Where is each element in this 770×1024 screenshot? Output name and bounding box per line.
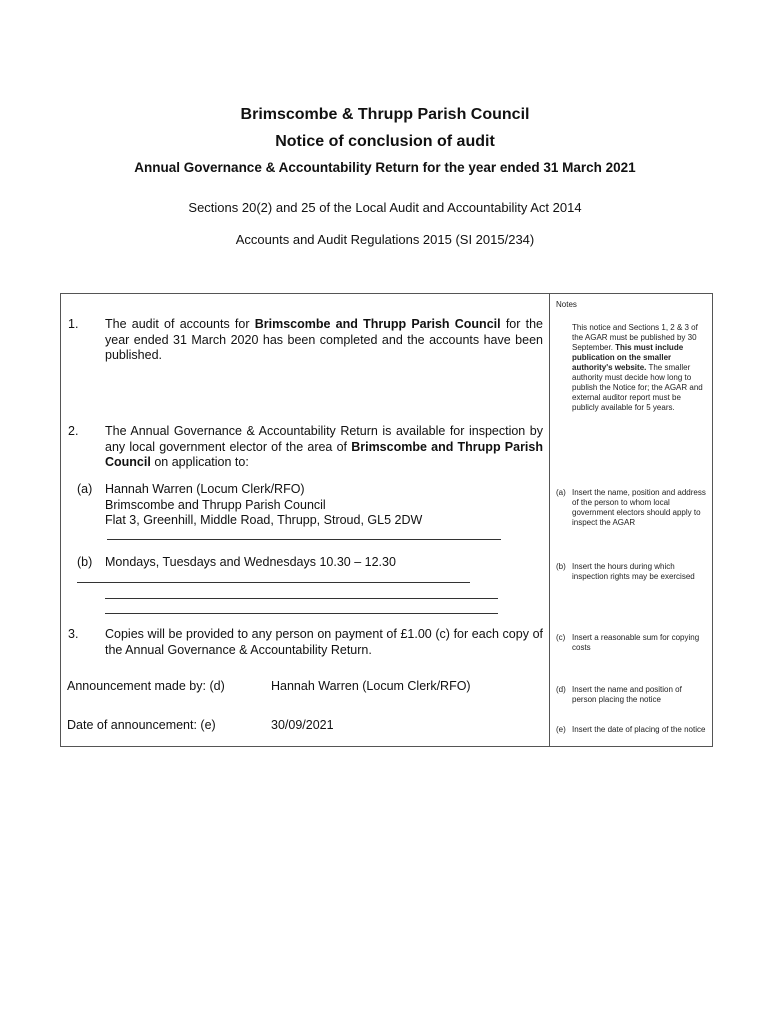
notice-subtitle: Annual Governance & Accountability Return for the year ended 31 March 2021: [134, 160, 636, 175]
act-reference: Sections 20(2) and 25 of the Local Audit and Accountability Act 2014: [188, 200, 582, 215]
section-1-pre: The audit of accounts for: [105, 317, 255, 331]
note-c-text: Insert a reasonable sum for copying costs: [572, 633, 700, 652]
column-divider: [549, 294, 550, 746]
section-3-text: Copies will be provided to any person on payment of £1.00 (c) for each copy of the Annual Governance & Accountability Return.: [105, 627, 543, 657]
section-3-number: 3.: [68, 627, 79, 641]
section-2-number: 2.: [68, 424, 79, 438]
item-b-label: (b): [77, 555, 93, 569]
regulations-reference: Accounts and Audit Regulations 2015 (SI 2015/234): [235, 232, 535, 247]
notes-intro-post: The smaller authority must decide how long to publish the Notice for; the AGAR and external auditor report must be publicly available for 5 years.: [572, 363, 703, 412]
item-a-line-1: Hannah Warren (Locum Clerk/RFO): [105, 482, 305, 496]
section-1-council: Brimscombe and Thrupp Parish Council: [254, 317, 501, 331]
note-c-label: (c): [556, 633, 566, 642]
note-b-text: Insert the hours during which inspection rights may be exercised: [572, 562, 695, 581]
note-e-text: Insert the date of placing of the notice: [572, 725, 706, 734]
item-b-hours: Mondays, Tuesdays and Wednesdays 10.30 – 12.30: [105, 555, 396, 569]
notes-intro: [572, 323, 708, 413]
date-value: 30/09/2021: [271, 718, 334, 732]
section-1-post: for the year ended 31 March 2020 has been completed and the accounts have been published.: [105, 317, 543, 362]
notes-heading: Notes: [556, 300, 577, 309]
notice-title: Notice of conclusion of audit: [275, 133, 495, 150]
note-d-label: (d): [556, 685, 566, 694]
notes-intro-pre: This notice and Sections 1, 2 & 3 of the AGAR must be published by 30 September.: [572, 323, 698, 352]
item-b-blank-line-2: [105, 598, 498, 599]
announcement-value: Hannah Warren (Locum Clerk/RFO): [271, 679, 471, 693]
section-2-post: on application to:: [150, 455, 249, 469]
section-2-council: Brimscombe and Thrupp Parish Council: [105, 439, 543, 469]
section-2-pre: The Annual Governance & Accountability Return is available for inspection by any local government elector of the area of: [105, 424, 543, 454]
council-name: Brimscombe & Thrupp Parish Council: [240, 106, 530, 123]
announcement-label: Announcement made by: (d): [67, 679, 225, 693]
section-1-text: [105, 317, 543, 364]
notes-intro-bold: This must include publication on the smaller authority's website.: [572, 343, 684, 372]
note-a-text: Insert the name, position and address of the person to whom local government electors should apply to inspect the AGAR: [572, 488, 706, 527]
note-d-text: Insert the name and position of person placing the notice: [572, 685, 682, 704]
notice-box: [60, 293, 713, 747]
section-2-text: [105, 424, 543, 471]
note-a-label: (a): [556, 488, 566, 497]
note-e-label: (e): [556, 725, 566, 734]
item-a-line-3: Flat 3, Greenhill, Middle Road, Thrupp, Stroud, GL5 2DW: [105, 513, 423, 527]
item-a-blank-line: [107, 539, 501, 540]
item-a-line-2: Brimscombe and Thrupp Parish Council: [105, 497, 326, 512]
date-label: Date of announcement: (e): [67, 718, 216, 732]
section-1-number: 1.: [68, 317, 79, 331]
item-b-blank-line-3: [105, 613, 498, 614]
item-a-label: (a): [77, 482, 93, 496]
item-b-blank-line-1: [77, 582, 470, 583]
note-b-label: (b): [556, 562, 566, 571]
item-a-address: [105, 482, 525, 529]
